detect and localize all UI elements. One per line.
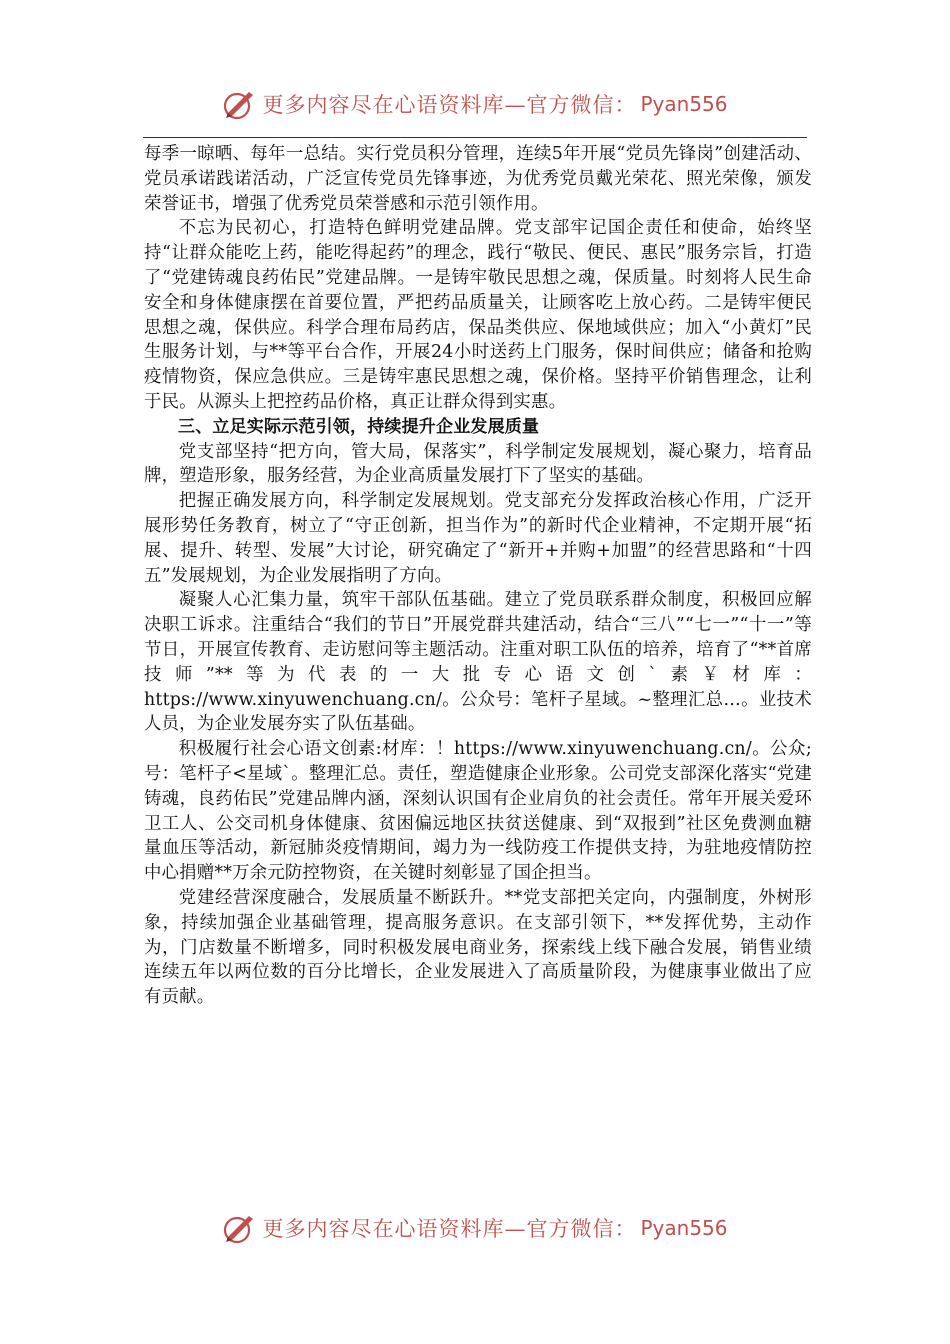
footer-banner xyxy=(0,1206,950,1250)
header-banner xyxy=(0,82,950,126)
section-heading: 三、立足实际示范引领，持续提升企业发展质量 xyxy=(178,416,540,437)
banner-text: 更多内容尽在心语资料库—官方微信： xyxy=(262,93,637,117)
document-body xyxy=(144,142,812,1010)
banner-brand: Pyan556 xyxy=(640,1216,728,1240)
paragraph: 党建经营深度融合，发展质量不断跃升。**党支部把关定向，内强制度，外树形象，持续加强企业基础管理，提高服务意识。在支部引领下，**发挥优势，主动作为，门店数量不断增多，同时积极发展电商业务，探索线上线下融合发展，销售业绩连续五年以两位数的百分比增长，企业发展进入了高质量阶段，为健康事业做出了应有贡献。 xyxy=(144,887,812,1008)
paragraph: 凝聚人心汇集力量，筑牢干部队伍基础。建立了党员联系群众制度，积极回应解决职工诉求。注重结合“我们的节日”开展党群共建活动，结合“三八”“七一”“十一”等节日，开展宣传教育、走访慰问等主题活动。注重对职工队伍的培养，培育了“**首席技师”**等为代表的一大批专心语文创`素￥材库：https://www.xinyuwenchuang.cn/。公众号：笔杆子星域。~整理汇总…。业技术人员，为企业发展夯实了队伍基础。 xyxy=(144,590,812,735)
paragraph: 积极履行社会心语文创素:材库：！https://www.xinyuwenchuang.cn/。公众;号：笔杆子<星域`。整理汇总。责任，塑造健康企业形象。公司党支部深化落实“党建铸魂，良药佑民”党建品牌内涵，深刻认识国有企业肩负的社会责任。常年开展关爱环卫工人、公交司机身体健康、贫困偏远地区扶贫送健康、到“双报到”社区免费测血糖量血压等活动，新冠肺炎疫情期间，竭力为一线防疫工作提供支持，为驻地疫情防控中心捐赠**万余元防控物资，在关键时刻彰显了国企担当。 xyxy=(144,739,812,884)
banner-brand: Pyan556 xyxy=(640,92,728,116)
header-divider xyxy=(143,137,807,138)
paragraph: 党支部坚持“把方向，管大局，保落实”，科学制定发展规划，凝心聚力，培育品牌，塑造形象，服务经营，为企业高质量发展打下了坚实的基础。 xyxy=(144,441,812,487)
pen-in-circle-icon xyxy=(222,1211,256,1245)
paragraph: 不忘为民初心，打造特色鲜明党建品牌。党支部牢记国企责任和使命，始终坚持“让群众能吃上药，能吃得起药”的理念，践行“敬民、便民、惠民”服务宗旨，打造了“党建铸魂良药佑民”党建品牌。一是铸牢敬民思想之魂，保质量。时刻将人民生命安全和身体健康摆在首要位置，严把药品质量关，让顾客吃上放心药。二是铸牢便民思想之魂，保供应。科学合理布局药店，保品类供应、保地域供应；加入“小黄灯”民生服务计划，与**等平台合作，开展24小时送药上门服务，保时间供应；储备和抢购疫情物资，保应急供应。三是铸牢惠民思想之魂，保价格。坚持平价销售理念，让利于民。从源头上把控药品价格，真正让群众得到实惠。 xyxy=(144,218,812,412)
pen-in-circle-icon xyxy=(222,87,256,121)
paragraph: 把握正确发展方向，科学制定发展规划。党支部充分发挥政治核心作用，广泛开展形势任务教育，树立了“守正创新，担当作为”的新时代企业精神，不定期开展“拓展、提升、转型、发展”大讨论，研究确定了“新开+并购+加盟”的经营思路和“十四五”发展规划，为企业发展指明了方向。 xyxy=(144,491,812,586)
banner-text: 更多内容尽在心语资料库—官方微信： xyxy=(262,1217,637,1241)
paragraph: 每季一晾晒、每年一总结。实行党员积分管理，连续5年开展“党员先锋岗”创建活动、党员承诺践诺活动，广泛宣传党员先锋事迹，为优秀党员戴光荣花、照光荣像，颁发荣誉证书，增强了优秀党员荣誉感和示范引领作用。 xyxy=(144,144,812,214)
